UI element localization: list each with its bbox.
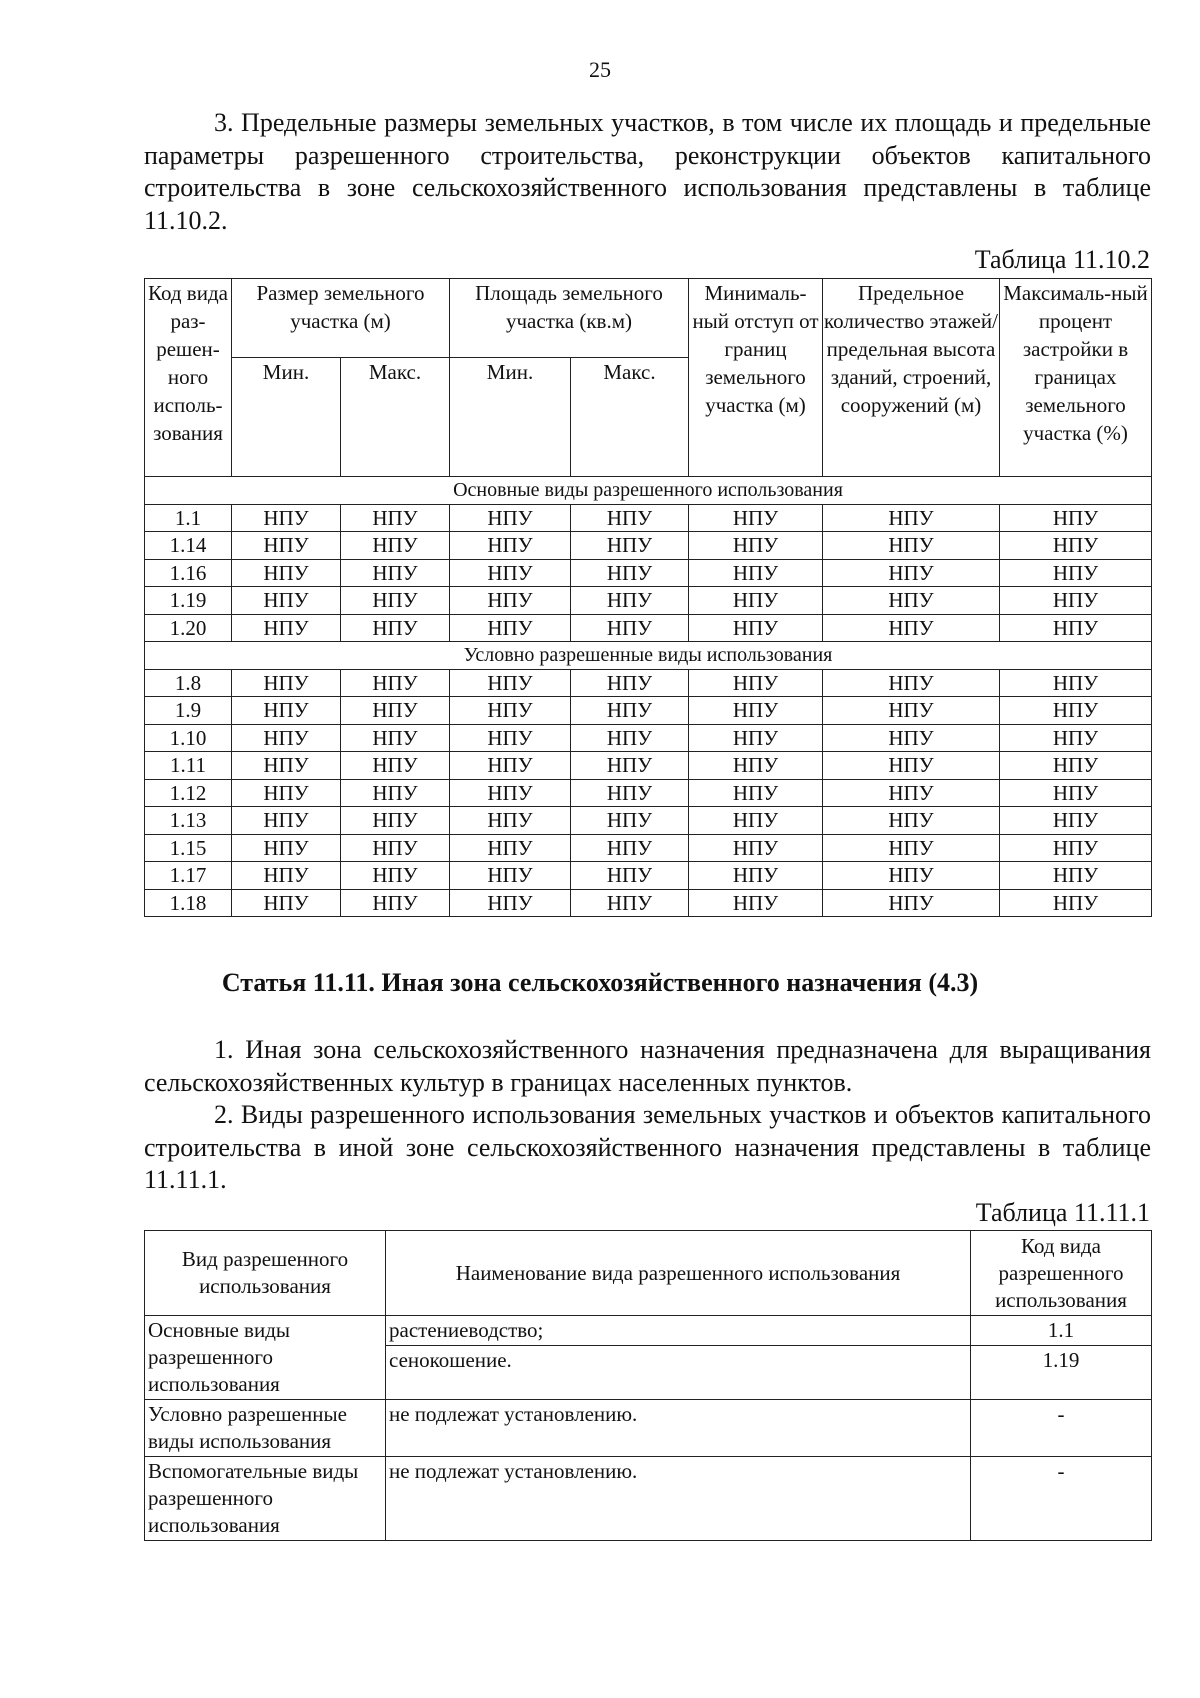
value-cell: НПУ xyxy=(450,697,571,725)
value-cell: НПУ xyxy=(1000,504,1152,532)
header-size: Размер земельного участка (м) xyxy=(232,279,450,358)
value-cell: НПУ xyxy=(1000,807,1152,835)
table-row xyxy=(145,587,1152,615)
intro-paragraph-text: 3. Предельные размеры земельных участков, в том числе их площадь и предельные параметры разрешенного строительства, реконструкции объектов капитального строительства в зоне сельскохозяйственного использования представлены в таблице 11.10.2. xyxy=(144,108,1151,235)
value-cell: НПУ xyxy=(341,807,450,835)
value-cell: НПУ xyxy=(823,697,1000,725)
value-cell: НПУ xyxy=(232,834,341,862)
value-cell: НПУ xyxy=(823,669,1000,697)
code-cell: 1.15 xyxy=(145,834,232,862)
t2-type-conditional: Условно разрешенные виды использования xyxy=(145,1400,386,1457)
value-cell: НПУ xyxy=(450,889,571,917)
value-cell: НПУ xyxy=(450,862,571,890)
value-cell: НПУ xyxy=(823,614,1000,642)
t2-name: не подлежат установлению. xyxy=(386,1400,971,1457)
value-cell: НПУ xyxy=(341,614,450,642)
value-cell: НПУ xyxy=(232,559,341,587)
value-cell: НПУ xyxy=(823,559,1000,587)
code-cell: 1.13 xyxy=(145,807,232,835)
value-cell: НПУ xyxy=(450,834,571,862)
value-cell: НПУ xyxy=(1000,697,1152,725)
t2-header-name: Наименование вида разрешенного использования xyxy=(386,1231,971,1316)
code-cell: 1.18 xyxy=(145,889,232,917)
value-cell: НПУ xyxy=(689,587,823,615)
value-cell: НПУ xyxy=(571,889,689,917)
value-cell: НПУ xyxy=(571,504,689,532)
value-cell: НПУ xyxy=(571,587,689,615)
value-cell: НПУ xyxy=(571,862,689,890)
table2 xyxy=(144,1230,1152,1541)
section-conditional: Условно разрешенные виды использования xyxy=(145,642,1152,670)
value-cell: НПУ xyxy=(689,862,823,890)
value-cell: НПУ xyxy=(571,669,689,697)
value-cell: НПУ xyxy=(689,532,823,560)
code-cell: 1.11 xyxy=(145,752,232,780)
value-cell: НПУ xyxy=(450,614,571,642)
table-row xyxy=(145,862,1152,890)
value-cell: НПУ xyxy=(823,504,1000,532)
value-cell: НПУ xyxy=(823,889,1000,917)
value-cell: НПУ xyxy=(1000,724,1152,752)
value-cell: НПУ xyxy=(1000,779,1152,807)
code-cell: 1.20 xyxy=(145,614,232,642)
value-cell: НПУ xyxy=(232,724,341,752)
value-cell: НПУ xyxy=(450,532,571,560)
value-cell: НПУ xyxy=(571,532,689,560)
code-cell: 1.10 xyxy=(145,724,232,752)
value-cell: НПУ xyxy=(232,752,341,780)
table-row xyxy=(145,614,1152,642)
value-cell: НПУ xyxy=(232,779,341,807)
value-cell: НПУ xyxy=(823,807,1000,835)
value-cell: НПУ xyxy=(232,669,341,697)
code-cell: 1.9 xyxy=(145,697,232,725)
value-cell: НПУ xyxy=(341,532,450,560)
value-cell: НПУ xyxy=(341,862,450,890)
paragraph-2 xyxy=(144,1099,1151,1197)
value-cell: НПУ xyxy=(232,504,341,532)
header-percent: Максималь-ный процент застройки в границах земельного участка (%) xyxy=(1000,279,1152,477)
value-cell: НПУ xyxy=(689,697,823,725)
code-cell: 1.16 xyxy=(145,559,232,587)
value-cell: НПУ xyxy=(232,889,341,917)
code-cell: 1.1 xyxy=(145,504,232,532)
t2-type-main: Основные виды разрешенного использования xyxy=(145,1316,386,1400)
value-cell: НПУ xyxy=(571,697,689,725)
value-cell: НПУ xyxy=(450,559,571,587)
table-row xyxy=(145,697,1152,725)
table-row xyxy=(145,752,1152,780)
header-code: Код вида раз-решен-ного исполь-зования xyxy=(145,279,232,477)
value-cell: НПУ xyxy=(689,614,823,642)
value-cell: НПУ xyxy=(1000,752,1152,780)
t2-code: 1.19 xyxy=(971,1346,1152,1400)
value-cell: НПУ xyxy=(341,559,450,587)
page-number: 25 xyxy=(589,57,611,82)
value-cell: НПУ xyxy=(689,504,823,532)
value-cell: НПУ xyxy=(1000,834,1152,862)
value-cell: НПУ xyxy=(823,752,1000,780)
value-cell: НПУ xyxy=(341,834,450,862)
table1-main-rows xyxy=(145,504,1152,642)
value-cell: НПУ xyxy=(571,614,689,642)
value-cell: НПУ xyxy=(341,697,450,725)
value-cell: НПУ xyxy=(341,752,450,780)
value-cell: НПУ xyxy=(689,834,823,862)
header-area-min: Мин. xyxy=(450,358,571,477)
t2-header-type: Вид разрешенного использования xyxy=(145,1231,386,1316)
value-cell: НПУ xyxy=(689,752,823,780)
value-cell: НПУ xyxy=(1000,559,1152,587)
value-cell: НПУ xyxy=(341,504,450,532)
table-row xyxy=(145,532,1152,560)
value-cell: НПУ xyxy=(450,587,571,615)
paragraph-1 xyxy=(144,1034,1151,1099)
value-cell: НПУ xyxy=(450,807,571,835)
value-cell: НПУ xyxy=(341,587,450,615)
section-main: Основные виды разрешенного использования xyxy=(145,477,1152,505)
table-row xyxy=(145,834,1152,862)
value-cell: НПУ xyxy=(571,559,689,587)
value-cell: НПУ xyxy=(1000,614,1152,642)
table-row xyxy=(145,724,1152,752)
value-cell: НПУ xyxy=(450,504,571,532)
code-cell: 1.12 xyxy=(145,779,232,807)
value-cell: НПУ xyxy=(689,889,823,917)
value-cell: НПУ xyxy=(689,724,823,752)
t2-code: - xyxy=(971,1457,1152,1541)
table-row xyxy=(145,889,1152,917)
code-cell: 1.19 xyxy=(145,587,232,615)
value-cell: НПУ xyxy=(232,807,341,835)
table-row xyxy=(145,559,1152,587)
value-cell: НПУ xyxy=(232,697,341,725)
table-row xyxy=(145,504,1152,532)
table-row xyxy=(145,807,1152,835)
value-cell: НПУ xyxy=(823,834,1000,862)
article-heading: Статья 11.11. Иная зона сельскохозяйственного назначения (4.3) xyxy=(221,968,979,997)
value-cell: НПУ xyxy=(823,862,1000,890)
table1 xyxy=(144,278,1152,917)
code-cell: 1.8 xyxy=(145,669,232,697)
table1-caption: Таблица 11.10.2 xyxy=(974,245,1150,274)
value-cell: НПУ xyxy=(341,889,450,917)
value-cell: НПУ xyxy=(1000,532,1152,560)
table2-caption: Таблица 11.11.1 xyxy=(975,1198,1150,1227)
value-cell: НПУ xyxy=(689,559,823,587)
table-row xyxy=(145,669,1152,697)
value-cell: НПУ xyxy=(823,779,1000,807)
t2-name: растениеводство; xyxy=(386,1316,971,1346)
table1-conditional-rows xyxy=(145,669,1152,917)
paragraph-2-text: 2. Виды разрешенного использования земельных участков и объектов капитального строительства в иной зоне сельскохозяйственного назначения представлены в таблице 11.11.1. xyxy=(144,1100,1151,1194)
value-cell: НПУ xyxy=(571,752,689,780)
header-area-max: Макс. xyxy=(571,358,689,477)
t2-header-code: Код вида разрешенного использования xyxy=(971,1231,1152,1316)
t2-name: не подлежат установлению. xyxy=(386,1457,971,1541)
value-cell: НПУ xyxy=(689,779,823,807)
value-cell: НПУ xyxy=(1000,669,1152,697)
value-cell: НПУ xyxy=(341,669,450,697)
paragraph-1-text: 1. Иная зона сельскохозяйственного назначения предназначена для выращивания сельскохозяйственных культур в границах населенных пунктов. xyxy=(144,1035,1151,1097)
table-row xyxy=(145,779,1152,807)
value-cell: НПУ xyxy=(571,779,689,807)
header-floors: Предельное количество этажей/ предельная высота зданий, строений, сооружений (м) xyxy=(823,279,1000,477)
value-cell: НПУ xyxy=(689,669,823,697)
value-cell: НПУ xyxy=(450,779,571,807)
intro-paragraph xyxy=(144,107,1151,237)
value-cell: НПУ xyxy=(823,532,1000,560)
value-cell: НПУ xyxy=(450,724,571,752)
value-cell: НПУ xyxy=(341,779,450,807)
value-cell: НПУ xyxy=(232,587,341,615)
t2-type-auxiliary: Вспомогательные виды разрешенного использования xyxy=(145,1457,386,1541)
value-cell: НПУ xyxy=(1000,587,1152,615)
header-setback: Минималь-ный отступ от границ земельного участка (м) xyxy=(689,279,823,477)
t2-code: - xyxy=(971,1400,1152,1457)
value-cell: НПУ xyxy=(689,807,823,835)
code-cell: 1.17 xyxy=(145,862,232,890)
code-cell: 1.14 xyxy=(145,532,232,560)
value-cell: НПУ xyxy=(571,724,689,752)
value-cell: НПУ xyxy=(232,614,341,642)
t2-code: 1.1 xyxy=(971,1316,1152,1346)
value-cell: НПУ xyxy=(571,807,689,835)
value-cell: НПУ xyxy=(571,834,689,862)
value-cell: НПУ xyxy=(450,752,571,780)
value-cell: НПУ xyxy=(823,587,1000,615)
header-size-min: Мин. xyxy=(232,358,341,477)
header-area: Площадь земельного участка (кв.м) xyxy=(450,279,689,358)
value-cell: НПУ xyxy=(1000,862,1152,890)
t2-name: сенокошение. xyxy=(386,1346,971,1400)
value-cell: НПУ xyxy=(232,532,341,560)
value-cell: НПУ xyxy=(341,724,450,752)
value-cell: НПУ xyxy=(450,669,571,697)
header-size-max: Макс. xyxy=(341,358,450,477)
value-cell: НПУ xyxy=(232,862,341,890)
value-cell: НПУ xyxy=(823,724,1000,752)
value-cell: НПУ xyxy=(1000,889,1152,917)
